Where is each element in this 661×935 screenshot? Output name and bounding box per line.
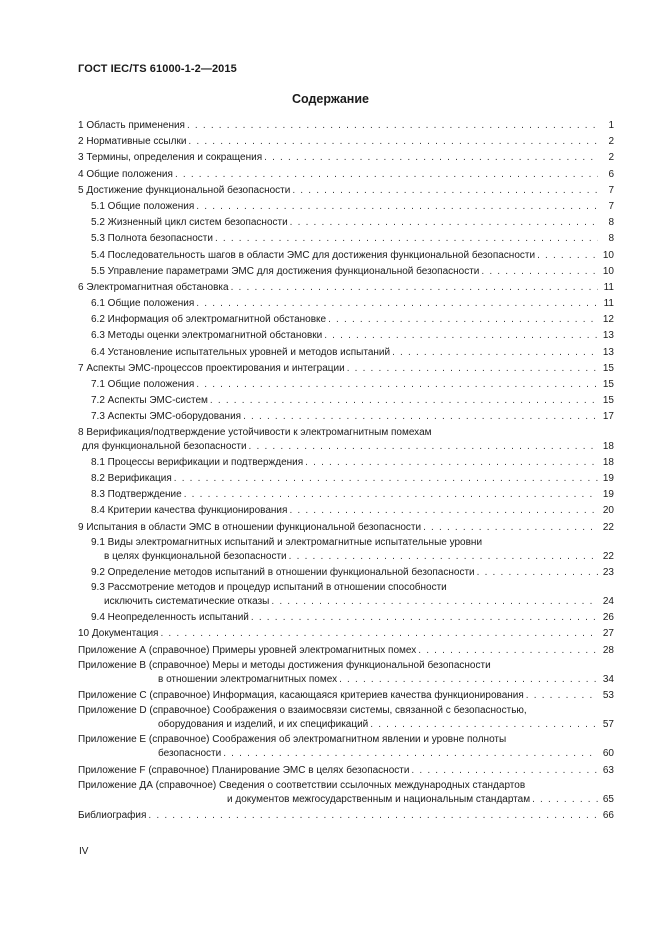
toc-entry-line (78, 215, 614, 231)
toc-page-number: 34 (602, 673, 614, 685)
toc-entry-continuation-line (78, 717, 614, 733)
toc-page-number: 11 (603, 281, 614, 293)
toc-entry-title-continuation: оборудования и изделий, и их спецификаций (158, 719, 369, 731)
toc-entry-line (78, 328, 614, 344)
dot-leader (243, 409, 598, 425)
toc-entry-title-continuation: в отношении электромагнитных помех (158, 673, 338, 685)
toc-page-number: 17 (602, 411, 614, 423)
dot-leader (223, 746, 598, 762)
toc-entry[interactable] (78, 733, 614, 762)
toc-entry-line (78, 565, 614, 581)
toc-page-number: 8 (608, 217, 614, 229)
toc-entry[interactable] (78, 328, 614, 344)
toc-entry-line (78, 471, 614, 487)
toc-page-number: 13 (602, 330, 614, 342)
toc-entry-line (78, 763, 614, 779)
toc-entry-title: 10 Документация (78, 628, 159, 640)
toc-page-number: 10 (602, 249, 614, 261)
dot-leader (370, 717, 598, 733)
toc-entry-title: 7.1 Общие положения (91, 379, 195, 390)
toc-entry-title: 9.1 Виды электромагнитных испытаний и электромагнитные испытательные уровни (91, 536, 483, 548)
standard-header: ГОСТ IEC/TS 61000-1-2—2015 (78, 63, 237, 75)
toc-entry-title: 4 Общие положения (78, 168, 173, 180)
toc-entry-title: 2 Нормативные ссылки (78, 136, 187, 148)
toc-page-number: 28 (602, 644, 614, 656)
toc-entry-line (78, 626, 614, 642)
dot-leader (264, 150, 598, 166)
toc-page-number: 15 (602, 395, 614, 407)
dot-leader (537, 248, 598, 264)
toc-entry[interactable] (78, 536, 614, 565)
toc-entry-title-continuation: и документов межгосударственным и национальным стандартам (227, 793, 531, 805)
toc-entry[interactable] (78, 704, 614, 733)
toc-entry-title: 6.1 Общие положения (91, 298, 195, 310)
toc-entry[interactable] (78, 487, 614, 503)
toc-entry[interactable] (78, 393, 614, 409)
toc-entry-title: Приложение Е (справочное) Соображения об электромагнитном явлении и уровне полноты (78, 734, 507, 746)
toc-entry-title-continuation: в целях функциональной безопасности (104, 550, 287, 562)
toc-entry-title: Приложение D (справочное) Соображения о взаимосвязи системы, связанной с безопасностью, (78, 705, 527, 717)
dot-leader (305, 455, 598, 471)
toc-entry-title: 6 Электромагнитная обстановка (78, 281, 229, 293)
page-number: IV (79, 846, 89, 857)
dot-leader (423, 520, 598, 536)
dot-leader (290, 215, 598, 231)
toc-entry[interactable] (78, 520, 614, 536)
toc-entry-title: Приложение F (справочное) Планирование ЭМС в целях безопасности (78, 764, 410, 776)
toc-entry[interactable] (78, 280, 614, 296)
toc-entry-line (78, 487, 614, 503)
dot-leader (196, 377, 598, 393)
toc-entry-title-line (78, 779, 614, 792)
toc-entry[interactable] (78, 688, 614, 704)
toc-entry-line (78, 361, 614, 377)
toc-entry-line (78, 312, 614, 328)
toc-entry-line (78, 808, 614, 824)
toc-entry[interactable] (78, 409, 614, 425)
toc-page-number: 8 (608, 233, 614, 245)
toc-entry-continuation-line (78, 549, 614, 565)
toc-entry-line (78, 150, 614, 166)
toc-entry-line (78, 377, 614, 393)
toc-entry-title: 9.4 Неопределенность испытаний (91, 612, 249, 624)
toc-entry-title: 5.1 Общие положения (91, 200, 195, 212)
toc-entry-title: 7 Аспекты ЭМС-процессов проектирования и интеграции (78, 362, 345, 374)
toc-entry-title: Приложение С (справочное) Информация, касающаяся критериев качества функционирования (78, 690, 524, 701)
toc-entry-line (78, 688, 614, 704)
toc-entry-title: 8.1 Процессы верификации и подтверждения (91, 456, 304, 468)
toc-entry[interactable] (78, 626, 614, 642)
toc-page-number: 15 (602, 379, 614, 390)
toc-entry-title-continuation: для функциональной безопасности (82, 440, 247, 452)
toc-entry[interactable] (78, 581, 614, 610)
toc-entry[interactable] (78, 345, 614, 361)
toc-entry-title: 3 Термины, определения и сокращения (78, 152, 263, 164)
toc-entry-title: 8 Верификация/подтверждение устойчивости к электромагнитным помехам (78, 426, 432, 438)
dot-leader (289, 503, 598, 519)
toc-entry-line (78, 643, 614, 659)
toc-page-number: 18 (602, 456, 614, 468)
toc-entry-title: 6.3 Методы оценки электромагнитной обстановки (91, 330, 323, 342)
toc-entry-title: 5 Достижение функциональной безопасности (78, 184, 291, 196)
toc-entry[interactable] (78, 503, 614, 519)
toc-entry-title: 1 Область применения (78, 120, 185, 131)
toc-page-number: 7 (608, 184, 614, 196)
dot-leader (411, 763, 598, 779)
toc-entry-line (78, 118, 614, 134)
toc-page-number: 66 (602, 809, 614, 821)
toc-entry-line (78, 183, 614, 199)
toc-entry-title: 6.4 Установление испытательных уровней и методов испытаний (91, 346, 391, 358)
toc-entry-title: 6.2 Информация об электромагнитной обстановке (91, 314, 327, 326)
toc-entry-line (78, 345, 614, 361)
toc-entry-line (78, 455, 614, 471)
toc-entry[interactable] (78, 150, 614, 166)
dot-leader (160, 626, 598, 642)
toc-page-number: 11 (603, 298, 614, 310)
toc-entry[interactable] (78, 455, 614, 471)
toc-entry-title: 5.3 Полнота безопасности (91, 233, 213, 245)
dot-leader (196, 296, 598, 312)
toc-page-number: 7 (608, 200, 614, 212)
toc-entry-title: Приложение В (справочное) Меры и методы достижения функциональной безопасности (78, 659, 491, 671)
toc-entry-continuation-line (78, 792, 614, 808)
toc-page-number: 19 (602, 472, 614, 484)
toc-entry-line (78, 248, 614, 264)
toc-page-number: 53 (602, 690, 614, 701)
toc-entry-title-continuation: безопасности (158, 748, 222, 760)
dot-leader (324, 328, 598, 344)
toc-entry-line (78, 134, 614, 150)
toc-page-number: 26 (602, 612, 614, 624)
toc-page-number: 23 (602, 566, 614, 578)
toc-entry[interactable] (78, 231, 614, 247)
toc-entry-title: 5.5 Управление параметрами ЭМС для достижения функциональной безопасности (91, 265, 480, 277)
toc-entry[interactable] (78, 167, 614, 183)
toc-page-number: 13 (602, 346, 614, 358)
page-title: Содержание (291, 92, 369, 106)
toc-entry[interactable] (78, 183, 614, 199)
dot-leader (231, 280, 598, 296)
toc-entry[interactable] (78, 610, 614, 626)
dot-leader (148, 808, 598, 824)
toc-entry-line (78, 520, 614, 536)
dot-leader (347, 361, 598, 377)
toc-entry-title: 5.2 Жизненный цикл систем безопасности (91, 217, 288, 229)
toc-entry-title: 9.2 Определение методов испытаний в отношении функциональной безопасности (91, 566, 475, 578)
toc-page-number: 12 (602, 314, 614, 326)
toc-page-number: 27 (602, 628, 614, 640)
toc-entry[interactable] (78, 779, 614, 808)
toc-entry-line (78, 610, 614, 626)
toc-page-number: 15 (602, 362, 614, 374)
toc-entry[interactable] (78, 471, 614, 487)
toc-entry[interactable] (78, 426, 614, 455)
toc-entry[interactable] (78, 134, 614, 150)
table-of-contents (78, 118, 614, 824)
toc-entry-title: Библиография (78, 809, 147, 821)
dot-leader (215, 231, 598, 247)
toc-entry-continuation-line (78, 746, 614, 762)
dot-leader (392, 345, 598, 361)
toc-entry-continuation-line (78, 672, 614, 688)
toc-entry-line (78, 393, 614, 409)
toc-entry-title-line (78, 659, 614, 672)
toc-page-number: 24 (602, 596, 614, 608)
toc-entry-title: 9 Испытания в области ЭМС в отношении функциональной безопасности (78, 521, 422, 533)
toc-entry[interactable] (78, 199, 614, 215)
toc-entry[interactable] (78, 118, 614, 134)
toc-entry[interactable] (78, 296, 614, 312)
dot-leader (418, 643, 598, 659)
dot-leader (187, 118, 598, 134)
toc-entry-title-line (78, 704, 614, 717)
dot-leader (184, 487, 598, 503)
toc-page-number: 57 (602, 719, 614, 731)
dot-leader (339, 672, 598, 688)
toc-entry-title-line (78, 581, 614, 594)
toc-entry[interactable] (78, 808, 614, 824)
toc-entry-title: 8.4 Критерии качества функционирования (91, 505, 288, 517)
toc-entry[interactable] (78, 659, 614, 688)
toc-entry-line (78, 167, 614, 183)
toc-entry[interactable] (78, 763, 614, 779)
toc-entry-line (78, 199, 614, 215)
dot-leader (251, 610, 598, 626)
toc-entry-line (78, 231, 614, 247)
toc-page-number: 19 (602, 489, 614, 501)
toc-entry-continuation-line (78, 439, 614, 455)
dot-leader (249, 439, 598, 455)
dot-leader (210, 393, 598, 409)
toc-entry[interactable] (78, 264, 614, 280)
toc-entry-title: 9.3 Рассмотрение методов и процедур испытаний в отношении способности (91, 582, 447, 594)
dot-leader (196, 199, 598, 215)
toc-entry-line (78, 409, 614, 425)
toc-entry-title: 5.4 Последовательность шагов в области ЭМС для достижения функциональной безопасности (91, 249, 536, 261)
toc-entry[interactable] (78, 565, 614, 581)
toc-entry-title-line (78, 536, 614, 549)
toc-page-number: 2 (608, 152, 614, 164)
toc-entry-line (78, 296, 614, 312)
toc-entry-line (78, 503, 614, 519)
toc-page-number: 22 (602, 521, 614, 533)
toc-entry-line (78, 280, 614, 296)
dot-leader (328, 312, 598, 328)
toc-page-number: 20 (602, 505, 614, 517)
toc-page-number: 2 (608, 136, 614, 148)
dot-leader (174, 471, 598, 487)
dot-leader (271, 594, 598, 610)
toc-entry-title-line (78, 733, 614, 746)
toc-entry[interactable] (78, 215, 614, 231)
toc-entry-title: 8.3 Подтверждение (91, 489, 182, 501)
dot-leader (532, 792, 598, 808)
toc-page-number: 10 (602, 265, 614, 277)
toc-entry-title: 8.2 Верификация (91, 472, 172, 484)
toc-entry[interactable] (78, 248, 614, 264)
toc-entry-title: Приложение А (справочное) Примеры уровней электромагнитных помех (78, 644, 417, 656)
toc-entry[interactable] (78, 643, 614, 659)
toc-page-number: 22 (602, 550, 614, 562)
dot-leader (526, 688, 598, 704)
toc-page-number: 18 (602, 440, 614, 452)
toc-page-number: 6 (608, 168, 614, 180)
toc-entry-title: 7.3 Аспекты ЭМС-оборудования (91, 411, 242, 423)
toc-entry-title-line (78, 426, 614, 439)
dot-leader (188, 134, 598, 150)
dot-leader (477, 565, 598, 581)
toc-entry[interactable] (78, 361, 614, 377)
toc-entry[interactable] (78, 377, 614, 393)
dot-leader (175, 167, 598, 183)
dot-leader (289, 549, 598, 565)
toc-page-number: 1 (608, 120, 614, 131)
toc-entry-title: Приложение ДА (справочное) Сведения о соответствии ссылочных международных стандартов (78, 779, 526, 791)
toc-entry-title-continuation: исключить систематические отказы (104, 596, 270, 608)
toc-entry-title: 7.2 Аспекты ЭМС-систем (91, 395, 208, 407)
dot-leader (481, 264, 598, 280)
dot-leader (292, 183, 598, 199)
toc-page-number: 60 (602, 748, 614, 760)
toc-entry[interactable] (78, 312, 614, 328)
toc-page-number: 65 (602, 793, 614, 805)
toc-entry-continuation-line (78, 594, 614, 610)
toc-entry-line (78, 264, 614, 280)
toc-page-number: 63 (602, 764, 614, 776)
